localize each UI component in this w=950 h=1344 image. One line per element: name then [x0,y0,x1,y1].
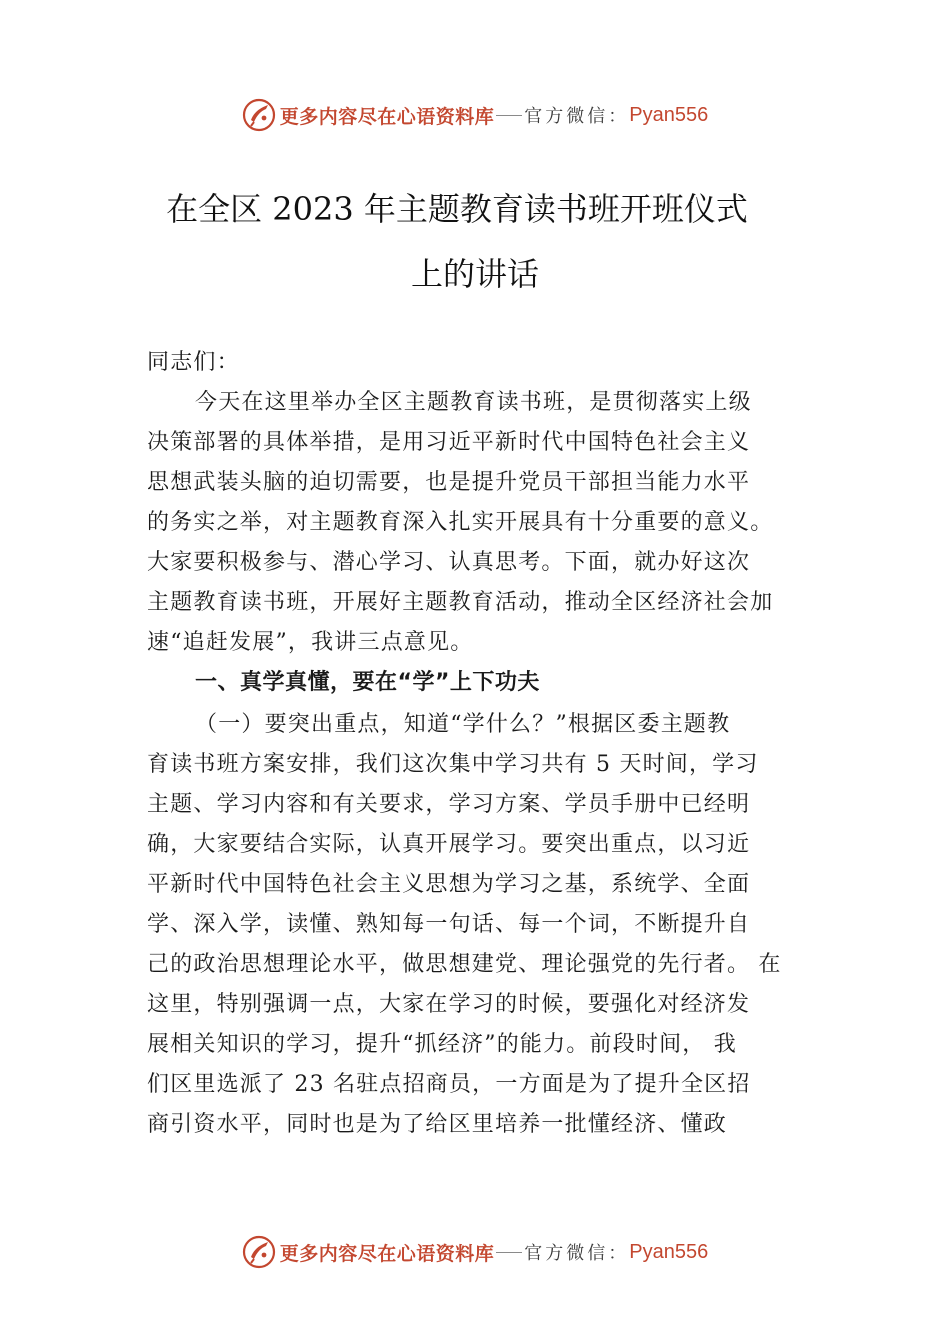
brand-logo-icon [242,1235,276,1269]
watermark-banner-top [0,93,950,137]
body-line: 决策部署的具体举措，是用习近平新时代中国特色社会主义 [147,430,751,455]
body-line: 今天在这里举办全区主题教育读书班，是贯彻落实上级 [195,390,752,415]
watermark-dash [496,1252,522,1253]
watermark-dash [496,115,522,116]
body-line: 这里，特别强调一点，大家在学习的时候，要强化对经济发 [147,992,751,1017]
salutation: 同志们： [147,350,240,375]
body-line: 平新时代中国特色社会主义思想为学习之基，系统学、全面 [147,872,751,897]
body-line: 大家要积极参与、潜心学习、认真思考。下面，就办好这次 [147,550,751,575]
subsection-heading-1: （一）要突出重点，知道“学什么？”根据区委主题教 [195,712,731,737]
body-line: 速“追赶发展”，我讲三点意见。 [147,630,474,655]
body-line: 确，大家要结合实际，认真开展学习。要突出重点，以习近 [147,832,751,857]
body-line: 的务实之举，对主题教育深入扎实开展具有十分重要的意义。 [147,510,774,535]
body-line: 展相关知识的学习，提升“抓经济”的能力。前段时间， 我 [147,1032,737,1057]
body-line: 商引资水平，同时也是为了给区里培养一批懂经济、懂政 [147,1112,728,1137]
watermark-brand-text: 更多内容尽在心语资料库 [279,1242,495,1265]
body-line: 主题、学习内容和有关要求，学习方案、学员手册中已经明 [147,792,751,817]
brand-logo-icon [242,98,276,132]
body-line: 主题教育读书班，开展好主题教育活动，推动全区经济社会加 [147,590,774,615]
watermark-wechat-label: 官方微信： [524,106,630,127]
body-line: 己的政治思想理论水平，做思想建党、理论强党的先行者。 在 [147,952,782,977]
document-title-line-2: 上的讲话 [410,255,539,293]
body-line: 学、深入学，读懂、熟知每一句话、每一个词，不断提升自 [147,912,751,937]
watermark-banner-bottom [0,1230,950,1274]
watermark-brand-text: 更多内容尽在心语资料库 [279,105,495,128]
body-line: 育读书班方案安排，我们这次集中学习共有 5 天时间，学习 [147,752,759,777]
watermark-wechat-id: Pyan556 [629,1240,709,1263]
body-line: 们区里选派了 23 名驻点招商员，一方面是为了提升全区招 [147,1072,751,1097]
body-line: 思想武装头脑的迫切需要，也是提升党员干部担当能力水平 [147,470,751,495]
document-title-line-1: 在全区 2023 年主题教育读书班开班仪式 [166,190,748,228]
section-heading-1: 一、真学真懂，要在“学”上下功夫 [195,670,540,695]
watermark-wechat-label: 官方微信： [524,1243,630,1264]
watermark-wechat-id: Pyan556 [629,103,709,126]
